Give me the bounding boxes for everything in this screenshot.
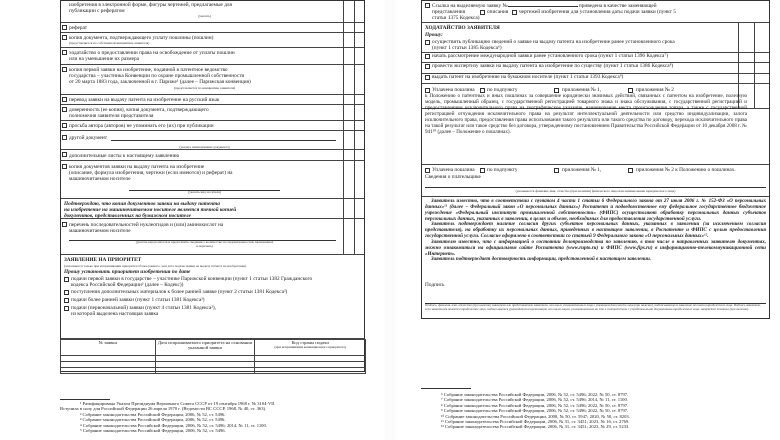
row-text: изобретения в электронной форме, фигуры чертежей, предлагаемые для [69,2,232,8]
form-row [61,105,364,121]
row-text: другой документ [69,135,108,141]
table-cell[interactable] [255,368,366,374]
row-hint: в перечень) [196,244,213,249]
checkbox[interactable] [62,222,67,227]
row-text: просьба автора (авторов) не упоминать его (их) при публикации [69,123,214,129]
checkbox[interactable] [64,277,69,282]
footnote: ³ Собрание законодательства Российской Федерации, 2006, № 52, ст. 5496. [80,417,226,423]
row-text: (описание, формула изобретения, чертежи (если имеются) и реферат) на [69,170,233,177]
table-cell[interactable] [61,368,156,374]
row-text: машиночитаемом носителе [69,176,131,183]
consent-text: Заявитель подтверждает достоверность информации, представленной в настоящем заявлении. [431,256,652,263]
petition-option: выдать патент на изобретение на бумажном носителе (пункт 1 статьи 1393 Кодекса⁹) [432,74,624,80]
row-text: копия первой заявки на изобретение, поданной в патентное ведомство [69,67,228,73]
consent-text: Заявитель известно, что в соответствии с пунктом 4 части 1 статьи 6 Федерального закона от 27 июля 2006 г. № 152-ФЗ «О персональных данных»¹¹ (далее – Федеральный закон «О персональных данных») Роспатент и подведомственное ему федеральное государственное бюджетное учреждение «Федеральный институт промышленной собственности» (ФИПС) осуществляют обработку персональных данных субъектов персональных данных, указанных в заявлении, в целях и объеме, необходимых для предоставления государственной услуги. [425,198,766,222]
right-form-table [421,0,770,319]
checkbox[interactable] [64,298,69,303]
row-hint: (представляется по собственной инициативе заявителя) [69,41,150,46]
checkbox[interactable] [425,54,430,59]
form-row [61,1,364,23]
priority-hint: (заполняется только при испрашивании приоритета более раннего, чем дата подачи заявки на выдачу патента на изобретение) [64,264,247,268]
left-page [0,0,385,440]
row-text: ходатайство о предоставлении права на освобождение от уплаты пошлин [69,50,235,56]
checkbox[interactable] [62,123,67,128]
footnote: ⁷ Собрание законодательства Российской Федерации, 2006, № 52, ст. 5496; 2014, № 11, ст. 1100. [441,397,628,403]
footnote: ⁹ Собрание законодательства Российской Федерации, 2006, № 52, ст. 5496; 2022, № 50, ст. 8797. [441,408,629,414]
petition-option: (пункт 1 статьи 1385 Кодекса⁶) [432,45,502,52]
priority-option: поступления дополнительных материалов к более ранней заявке (пункт 2 статьи 1381 Кодекса²) [71,289,288,295]
form-row [61,161,364,199]
petition-subtitle: Прошу: [425,32,443,38]
form-row [61,219,364,255]
row-text: копия документа, подтверждающего уплату пошлины (пошлин) [69,35,214,41]
priority-option: из которой выделена настоящая заявка [71,311,159,318]
consent-text: Заявителю известно, что с информацией о состоянии делопроизводства по заявлению, в том числе о направленных заявителю документах, можно ознакомиться на официальном сайте Роспатента (www.rupto.ru) и ФИПС (www.fips.ru) в информационно-телекоммуникационной сети «Интернет». [425,238,766,257]
row-text: или на уменьшение их размера [69,56,139,63]
priority-table [60,339,366,374]
row-text: представления [432,9,466,15]
fee-section [422,85,769,165]
page-gutter [385,0,395,440]
form-row [422,1,769,23]
checkbox[interactable] [64,306,69,311]
row-hint: (указать вид носителя и представить сведения о количестве последовательностей, включенных [135,240,274,245]
row-text: доверенность (ее копия), копия документа, подтверждающего [69,107,209,113]
form-row [61,121,364,131]
checkbox[interactable] [62,135,67,140]
row-text: приведена в качестве заменяющей [578,3,657,9]
priority-option: подачи первой заявки в государстве – участнике Парижской конвенции (пункт 1 статьи 1382 Гражданского [71,276,313,282]
row-text: документов, представленных на бумажном носителе [64,213,191,219]
row-text: от 20 марта 1883 года, заключенной в г. Париже¹ (далее – Парижская конвенция) [69,79,251,86]
footnote: ⁴ Собрание законодательства Российской Федерации, 2006, № 52, ст. 5496; 2014, № 11, ст. 1100. [80,422,267,428]
fee-text: по подпункту [487,87,518,93]
table-header-hint: (при испрашивании конвенционного приоритета) [274,345,346,349]
checkbox[interactable] [480,168,485,173]
fee-text: приложения № 2 к Положению о пошлинах. [636,167,736,173]
checkbox[interactable] [64,290,69,295]
form-row [61,33,364,48]
form-row [61,23,364,33]
payer-row [422,183,769,197]
table-header: № заявки [61,340,156,356]
priority-option: подачи более ранней заявки (пункт 1 статьи 1381 Кодекса²) [71,297,205,303]
fee-text: Уплачена пошлина [432,87,475,93]
row-text: государства – участника Конвенции по охране промышленной собственности [69,73,245,80]
table-header: Код страны подачи [291,340,329,345]
checkbox[interactable] [62,67,67,72]
left-form-table [60,0,365,372]
footnote-rule [421,388,471,389]
checkbox[interactable] [62,25,67,30]
checkbox[interactable] [62,35,67,40]
form-row [61,199,364,219]
checkbox[interactable] [425,40,430,45]
form-row [61,131,364,150]
checkbox[interactable] [62,164,67,169]
row-text: полномочия заявителя представителя [69,113,154,120]
row-text: описания [487,9,509,15]
footnote: ¹¹ Собрание законодательства Российской Федерации, 2006, № 31, ст. 3451; 2023, № 16, ст. 2769. [441,419,630,425]
checkbox[interactable] [628,168,633,173]
row-hint: (указать вид носителя) [188,189,221,194]
fee-paragraph: к Положению о патентных и иных пошлинах за совершение юридически значимых действий, связанных с патентом на изобретение, полезную модель, промышленный образец, с государственной регистрацией товарного знака и знака обслуживания, с государственной регистрацией и предоставлением исключительного права на географическое указание, наименование места происхождения товара, а также с государственной регистрацией отчуждения исключительного права на результат интеллектуальной деятельности или средство индивидуализации, залога исключительного права, предоставления права использования такого результата или такого средства по договору, перехода исключительного права на такой результат или такое средство без договора, утвержденному постановлением Правительства Российской Федерации от 10 декабря 2008 г. № 941¹⁰ (далее – Положение о пошлинах). [425,93,747,135]
form-row [61,48,364,65]
right-page [395,0,780,440]
row-text: машиночитаемом носителе [69,228,131,235]
row-text: на изобретение на машиночитаемом носителе является точной копией [64,207,237,214]
petition-title: ХОДАТАЙСТВО ЗАЯВИТЕЛЯ [425,25,500,31]
row-hint: (представляется по инициативе заявителя) [173,85,236,90]
footnote: ¹⁰ Собрание законодательства Российской Федерации, 2008, № 50, ст. 5947; 2020, № 50, ст. 8203. [441,413,630,419]
form-row [61,95,364,105]
footnote: ⁶ Собрание законодательства Российской Федерации, 2006, № 52, ст. 5496; 2022, № 50, ст. 8797. [441,392,629,397]
footnote: Вступила в силу для Российской Федерации 26 апреля 1970 г. (Ведомости ВС СССР, 1968, № 40, ст. 363). [60,406,267,412]
fee-text: приложения № 1, [562,87,602,93]
table-cell[interactable] [155,368,255,374]
row-text: статьи 1375 Кодекса) [432,15,480,21]
form-row [61,65,364,95]
footnote: ⁵ Собрание законодательства Российской Федерации, 2006, № 52, ст. 5496. [80,428,226,434]
priority-option: подачи (первоначальной) заявки (пункт 4 статьи 1381 Кодекса²), [71,305,216,311]
row-text: публикации с рефератом [69,8,125,15]
row-text: перечень последовательностей нуклеотидов и (или) аминокислот на [69,222,224,228]
checkbox[interactable] [62,152,67,157]
priority-option: кодекса Российской Федерации² (далее – Кодекс)) [71,282,184,289]
footnote: ¹² Собрание законодательства Российской Федерации, 2006, № 31, ст. 3451; 2023, № 29, ст. 5233. [441,424,630,430]
form-row [61,150,364,161]
consent-text: Заявитель подтверждает наличие согласия других субъектов персональных данных, указанных в заявлении (за исключением согласия представителя), на обработку их персональных данных, приведенных в настоящем заявлении, в Роспатенте и ФИПС с целью предоставления государственной услуги. Согласие оформлено в соответствии со статьей 9 Федерального закона «О персональных данных»¹². [425,221,766,240]
signature-label: Подпись [425,282,445,288]
payer-label: Сведения о плательщике [425,174,481,180]
row-text: копия документов заявки на выдачу патента на изобретение [69,164,205,170]
checkbox[interactable] [425,168,430,173]
priority-title: ЗАЯВЛЕНИЕ НА ПРИОРИТЕТ [64,257,142,263]
row-hint: (указать наименование документа) [179,145,230,150]
checkbox[interactable] [62,107,67,112]
footnote: ⁸ Собрание законодательства Российской Федерации, 2006, № 52, ст. 5496; 2022, № 50, ст. 8797. [441,402,629,408]
payer-hint: (указывается фамилия, имя, отчество (при наличии) физического лица или наименование юридического лица) [515,189,676,193]
footnote: ¹ Ратифицирована Указом Президиума Верховного Совета СССР от 19 сентября 1968 г. № 3104-VII. [80,401,276,406]
priority-subtitle: Прошу установить приоритет изобретения по дате [64,269,191,275]
checkbox[interactable] [425,64,430,69]
footnote: ² Собрание законодательства Российской Федерации, 2006, № 52, ст. 5496. [80,411,226,417]
fee-text: Уплачена пошлина [432,167,475,173]
row-text: Подтверждаю, что копия документов заявки на выдачу патента [64,201,220,207]
fee-text: по подпункту [487,167,518,173]
checkbox[interactable] [62,50,67,55]
row-text: перевод заявки на выдачу патента на изобретение на русский язык [69,97,220,103]
footnotes [441,392,771,430]
priority-section [61,255,364,339]
petition-option: начать рассмотрение международной заявки ранее установленного срока (пункт 1 статьи 1396 Кодекса⁷) [432,53,668,59]
row-text: дополнительные листы к настоящему заявлению [69,153,180,159]
row-text: чертежей изобретения для установления даты подачи заявки (пункт 5 [519,9,676,15]
checkbox[interactable] [554,168,559,173]
fee-section-2 [422,165,769,183]
row-hint: (указать) [198,14,211,19]
checkbox[interactable] [62,97,67,102]
signature-hint[interactable]: Подпись, фамилия, имя, отчество (при наличии) заявителя или представителя заявителя, или иного уполномоченного лица с указанием должности лица (при наличии), подписывающего заявление от имени юридического лица. Подпись заявителя, если заявителем является юридическое лицо, подписывается руководителем организации или иным лицом, уполномоченным на это в соответствии с учредительными документами юридического лица, заверяется печатью (при наличии). [425,303,761,311]
footnotes [60,401,370,433]
fee-text: приложения № 2 [636,87,674,93]
footnote-rule [60,399,110,400]
fee-text: приложения № 1, [562,167,602,173]
checkbox[interactable] [425,3,430,8]
table-header: Дата испрашиваемого приоритета на основании указанной заявки [155,340,255,356]
row-text: Ссылка на выделяемую заявку № [432,3,508,9]
petition-option: провести экспертизу заявки на выдачу патента на изобретение по существу (пункт 1 статьи 1386 Кодекса⁸) [432,63,674,69]
consent-section [422,197,769,320]
row-text: реферат [69,25,88,31]
checkbox[interactable] [425,75,430,80]
petition-option: осуществить публикацию сведений о заявке на выдачу патента на изобретение ранее установленного срока [432,39,675,45]
